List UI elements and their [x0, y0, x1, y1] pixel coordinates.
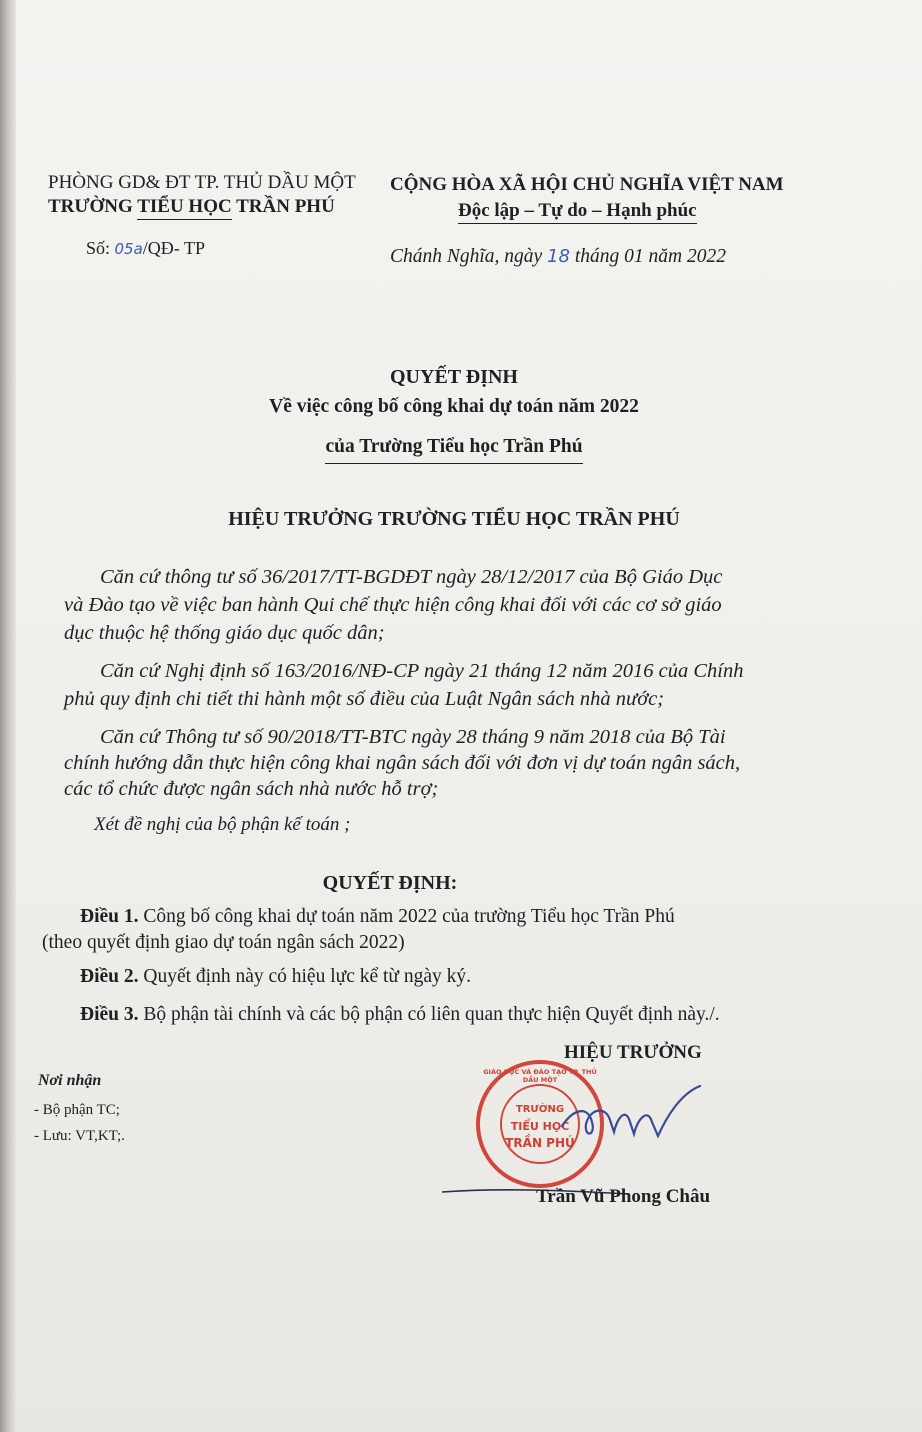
basis-4-line-1: Xét đề nghị của bộ phận kế toán ;: [94, 814, 351, 835]
school-seal: GIÁO DỤC VÀ ĐÀO TẠO TP. THỦ DẦU MỘT TRƯỜNG TIỂU HỌC TRẦN PHÚ: [476, 1060, 604, 1188]
article-2: Điều 2. Quyết định này có hiệu lực kể từ ngày ký.: [80, 966, 472, 987]
signer-role: HIỆU TRƯỞNG: [564, 1042, 702, 1063]
department-name: PHÒNG GD& ĐT TP. THỦ DẦU MỘT: [48, 172, 356, 193]
national-title: CỘNG HÒA XÃ HỘI CHỦ NGHĨA VIỆT NAM: [390, 174, 784, 195]
article-1: Điều 1. Công bố công khai dự toán năm 2022 của trường Tiểu học Trần Phú: [80, 906, 675, 927]
basis-3-line-3: các tổ chức được ngân sách nhà nước hỗ trợ;: [64, 778, 439, 800]
document-date: Chánh Nghĩa, ngày 18 tháng 01 năm 2022: [390, 246, 726, 267]
page-binding-edge: [0, 0, 16, 1432]
recipient-item-1: - Bộ phận TC;: [34, 1102, 120, 1118]
school-name: TRƯỜNG TIỂU HỌC TRẦN PHÚ: [48, 196, 335, 218]
recipients-title: Nơi nhận: [38, 1072, 102, 1089]
decision-title: QUYẾT ĐỊNH: [390, 366, 518, 388]
national-motto: Độc lập – Tự do – Hạnh phúc: [458, 200, 697, 222]
basis-1-line-3: dục thuộc hệ thống giáo dục quốc dân;: [64, 622, 385, 644]
recipient-item-2: - Lưu: VT,KT;.: [34, 1128, 125, 1144]
article-3: Điều 3. Bộ phận tài chính và các bộ phận có liên quan thực hiện Quyết định này./.: [80, 1004, 720, 1025]
decision-heading: QUYẾT ĐỊNH:: [322, 872, 458, 894]
basis-1-line-2: và Đào tạo về việc ban hành Qui chế thực hiện công khai đối với các cơ sở giáo: [64, 594, 722, 616]
document-page: [14, 0, 922, 1432]
decision-subject: Về việc công bố công khai dự toán năm 2022: [269, 396, 639, 417]
basis-1-line-1: Căn cứ thông tư số 36/2017/TT-BGDĐT ngày 28/12/2017 của Bộ Giáo Dục: [100, 566, 723, 588]
basis-2-line-1: Căn cứ Nghị định số 163/2016/NĐ-CP ngày 21 tháng 12 năm 2016 của Chính: [100, 660, 744, 682]
signer-name: Trần Vũ Phong Châu: [536, 1186, 711, 1207]
handwritten-signature: [554, 1082, 714, 1152]
article-1-continued: (theo quyết định giao dự toán ngân sách 2022): [42, 932, 405, 953]
decision-subject-line2: của Trường Tiểu học Trần Phú: [14, 436, 894, 458]
basis-3-line-1: Căn cứ Thông tư số 90/2018/TT-BTC ngày 28 tháng 9 năm 2018 của Bộ Tài: [100, 726, 726, 748]
document-number: Số: 05a/QĐ- TP: [86, 238, 205, 258]
issuing-authority: HIỆU TRƯỞNG TRƯỜNG TIỂU HỌC TRẦN PHÚ: [228, 508, 680, 530]
basis-3-line-2: chính hướng dẫn thực hiện công khai ngân sách đối với đơn vị dự toán ngân sách,: [64, 752, 741, 774]
basis-2-line-2: phủ quy định chi tiết thi hành một số điều của Luật Ngân sách nhà nước;: [64, 688, 665, 710]
